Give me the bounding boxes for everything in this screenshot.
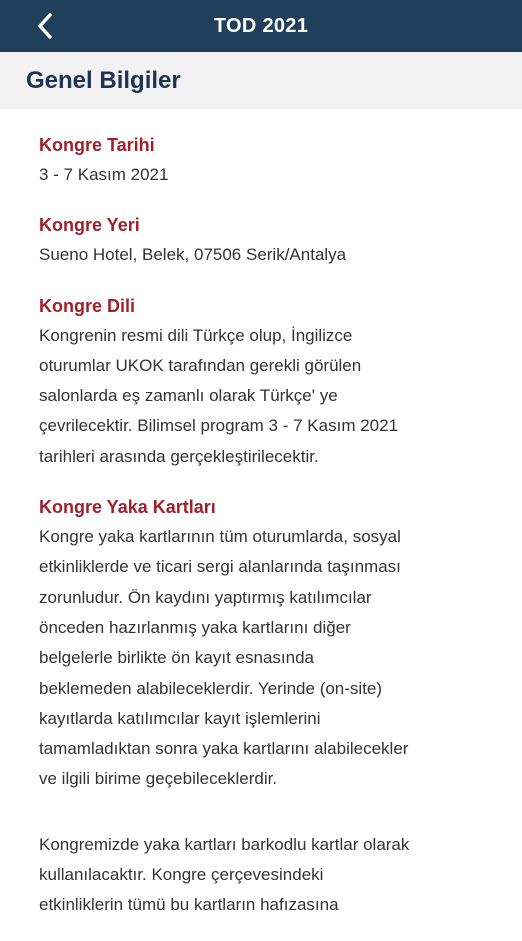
info-content	[39, 130, 509, 941]
text-line: belgelerle birlikte ön kayıt esnasında	[39, 648, 314, 668]
badge-text	[39, 522, 509, 921]
section-header	[0, 52, 522, 109]
congress-language-text	[39, 321, 509, 472]
back-button[interactable]	[30, 9, 60, 43]
congress-venue-block	[39, 210, 509, 270]
text-line: beklemeden alabileceklerdir. Yerinde (on-site)	[39, 678, 383, 698]
badge-block	[39, 492, 509, 921]
text-line: tamamladıktan sonra yaka kartlarını alabilecekler	[39, 739, 409, 759]
text-line: tarihleri arasında gerçekleştirilecektir.	[39, 446, 319, 466]
congress-date-title: Kongre Tarihi	[39, 135, 155, 155]
text-line: etkinliklerin tümü bu kartların hafızasına	[39, 895, 339, 915]
paragraph-gap	[39, 795, 509, 830]
text-line: çevrilecektir. Bilimsel program 3 - 7 Kasım 2021	[39, 416, 399, 436]
section-title: Genel Bilgiler	[26, 66, 181, 94]
congress-language-title: Kongre Dili	[39, 295, 136, 316]
congress-date-block	[39, 130, 509, 190]
page-title: TOD 2021	[213, 14, 309, 37]
congress-date-text	[39, 160, 509, 190]
top-navigation-bar	[0, 0, 522, 52]
text-line: salonlarda eş zamanlı olarak Türkçe' ye	[39, 386, 338, 406]
text-line: 3 - 7 Kasım 2021	[39, 165, 169, 184]
text-line: Kongrenin resmi dili Türkçe olup, İngilizce	[39, 325, 353, 345]
text-line: önceden hazırlanmış yaka kartlarını diğer	[39, 617, 351, 637]
badge-title: Kongre Yaka Kartları	[39, 497, 216, 518]
text-line: ve ilgili birime geçebileceklerdir.	[39, 769, 278, 789]
congress-language-block	[39, 291, 509, 472]
congress-venue-text	[39, 240, 509, 270]
text-line: etkinliklerde ve ticari sergi alanlarında taşınması	[39, 557, 401, 577]
text-line: kayıtlarda katılımcılar kayıt işlemlerini	[39, 708, 321, 728]
text-line: kullanılacaktır. Kongre çerçevesindeki	[39, 865, 324, 885]
text-line: zorunludur. Ön kaydını yaptırmış katılımcılar	[39, 587, 372, 607]
congress-venue-title: Kongre Yeri	[39, 215, 140, 236]
text-line: oturumlar UKOK tarafından gerekli görülen	[39, 355, 362, 375]
chevron-left-icon	[36, 12, 54, 40]
text-line: Sueno Hotel, Belek, 07506 Serik/Antalya	[39, 245, 347, 265]
text-line: Kongremizde yaka kartları barkodlu kartlar olarak	[39, 834, 410, 854]
text-line: Kongre yaka kartlarının tüm oturumlarda, sosyal	[39, 527, 401, 547]
